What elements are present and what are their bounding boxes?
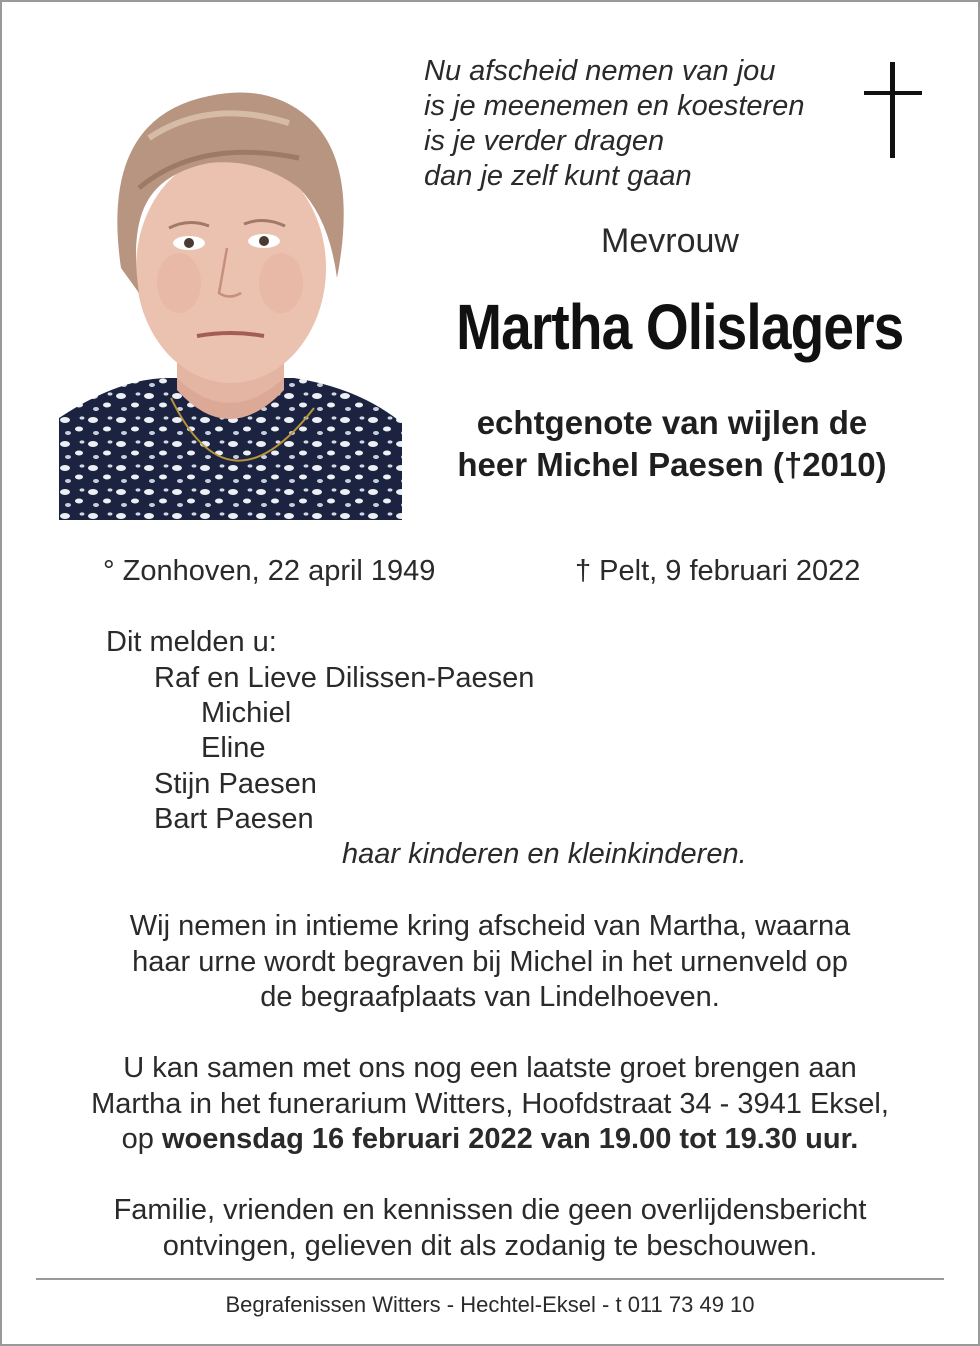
family-member: Bart Paesen — [154, 803, 314, 835]
notice-line: Familie, vrienden en kennissen die geen overlijdensbericht — [113, 1194, 867, 1226]
visitation-datetime: woensdag 16 februari 2022 van 19.00 tot 19.30 uur. — [162, 1123, 859, 1155]
family-caption: haar kinderen en kleinkinderen. — [342, 838, 747, 870]
visitation-line: Martha in het funerarium Witters, Hoofdstraat 34 - 3941 Eksel, — [91, 1087, 889, 1120]
visitation-line — [40, 1122, 940, 1158]
family-member: Eline — [201, 732, 266, 764]
farewell-line: Wij nemen in intieme kring afscheid van Martha, waarna — [129, 910, 851, 942]
poem-line: is je verder dragen — [424, 125, 665, 157]
family-member: Michiel — [201, 697, 292, 729]
birth-date: ° Zonhoven, 22 april 1949 — [103, 555, 436, 587]
farewell-line: haar urne wordt begraven bij Michel in het urnenveld op — [132, 945, 848, 978]
notice-line: ontvingen, gelieven dit als zodanig te beschouwen. — [162, 1229, 818, 1262]
portrait-photo — [59, 78, 402, 520]
salutation: Mevrouw — [601, 222, 739, 260]
spouse-line: heer Michel Paesen (†2010) — [457, 446, 887, 483]
deceased-name: Martha Olislagers — [456, 291, 904, 363]
death-date: † Pelt, 9 februari 2022 — [575, 555, 861, 587]
poem — [424, 54, 804, 194]
poem-line: dan je zelf kunt gaan — [424, 160, 692, 192]
poem-line: is je meenemen en koesteren — [424, 90, 805, 122]
visitation-line: U kan samen met ons nog een laatste groet brengen aan — [123, 1052, 857, 1084]
family-member: Stijn Paesen — [154, 768, 317, 800]
poem-line: Nu afscheid nemen van jou — [424, 55, 776, 87]
cross-icon — [864, 62, 922, 158]
farewell-paragraph — [40, 909, 940, 1016]
spouse-line: echtgenote van wijlen de — [476, 404, 868, 441]
visitation-prefix: op — [121, 1123, 162, 1155]
spouse-info — [410, 402, 934, 486]
visitation-paragraph — [40, 1051, 940, 1158]
farewell-line: de begraafplaats van Lindelhoeven. — [260, 981, 720, 1013]
announcement-intro: Dit melden u: — [106, 626, 277, 658]
family-member: Raf en Lieve Dilissen-Paesen — [154, 662, 535, 694]
footer-text: Begrafenissen Witters - Hechtel-Eksel - t 011 73 49 10 — [225, 1292, 755, 1317]
notice-paragraph — [40, 1193, 940, 1264]
footer-divider — [36, 1278, 944, 1280]
